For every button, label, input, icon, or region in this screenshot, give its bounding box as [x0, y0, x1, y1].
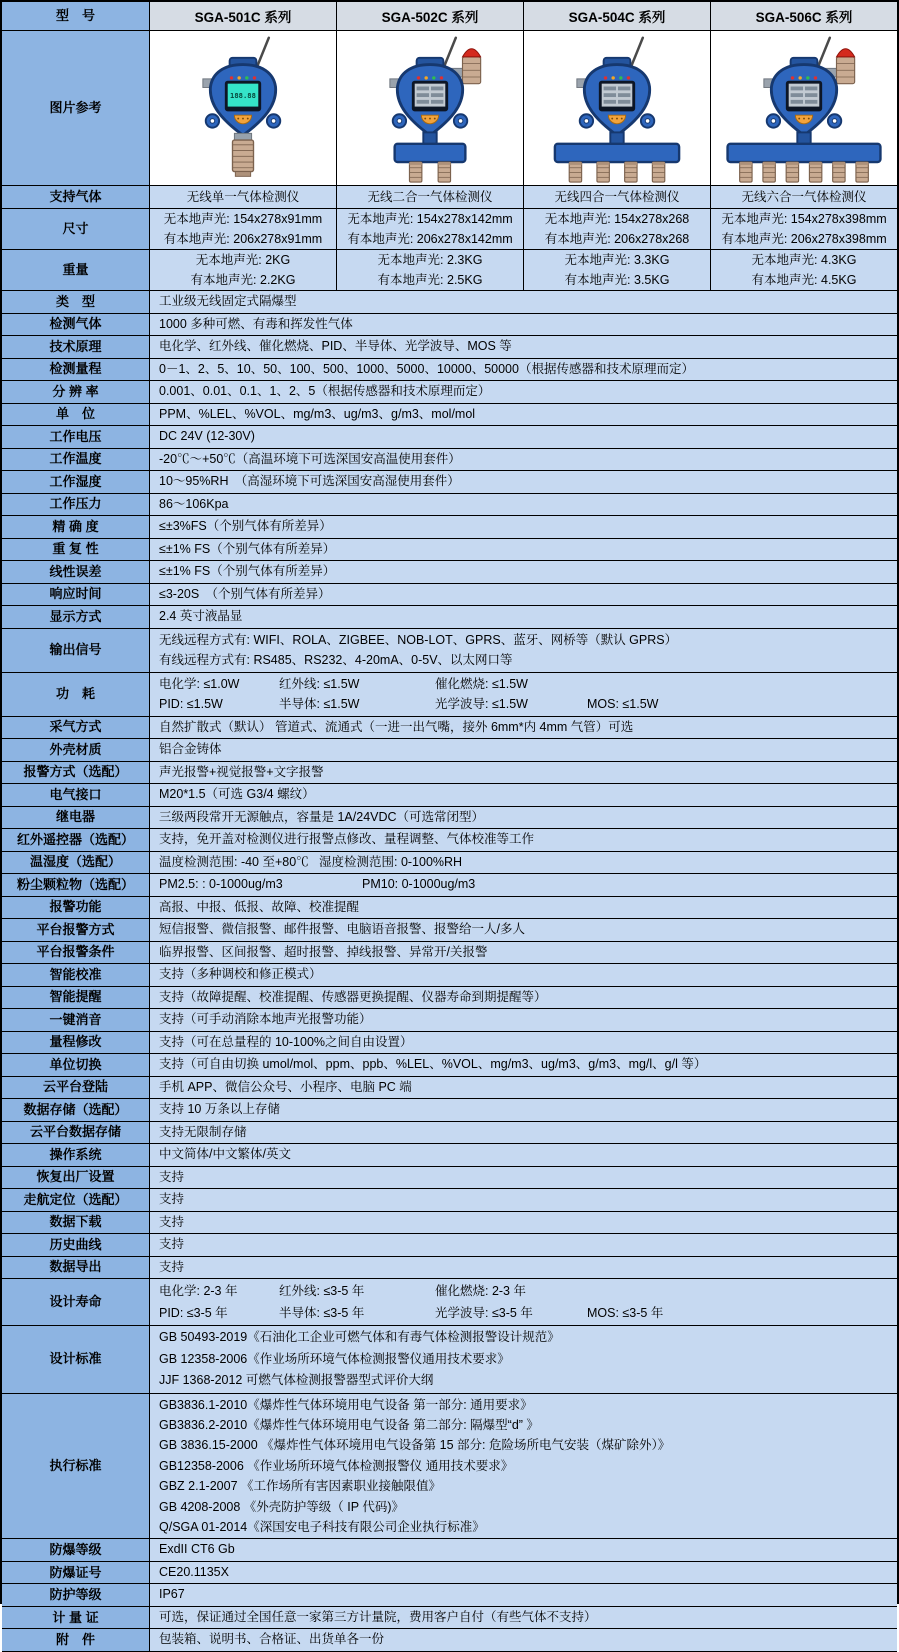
value-line: GB3836.2-2010《爆炸性气体环境用电气设备 第二部分: 隔爆型“d” 》: [159, 1417, 539, 1432]
value-segment: PM2.5: : 0-1000ug/m3: [159, 877, 283, 891]
device-image-cell-sga-506c: [710, 31, 897, 185]
value-line: ≤3-20S （个别气体有所差异）: [159, 586, 331, 601]
value-line: 短信报警、微信报警、邮件报警、电脑语音报警、报警给一人/多人: [159, 922, 525, 936]
value-line: 支持（多种调校和修正模式）: [159, 967, 322, 981]
spec-row-history-curve: [2, 1234, 897, 1257]
spec-row-factory-reset: [2, 1167, 897, 1190]
row-label-one-key-mute: 一键消音: [2, 1009, 150, 1031]
value-line: GB 4208-2008 《外壳防护等级（ IP 代码)》: [159, 1499, 404, 1514]
spec-row-voltage: [2, 426, 897, 449]
value-line: 铝合金铸体: [159, 742, 222, 756]
device-illustration-sga-504c: [527, 33, 707, 184]
row-value-data-export: [150, 1257, 897, 1279]
value-line: ≤±1% FS（个别气体有所差异）: [159, 564, 336, 578]
value-segment: 红外线: ≤3-5 年: [279, 1284, 365, 1298]
value-line: [159, 1302, 897, 1324]
cell-line: 无线六合一气体检测仪: [741, 190, 867, 204]
spec-row-smart-remind: [2, 987, 897, 1010]
cell-line: 无本地声光: 154x278x268: [544, 212, 690, 226]
cell-line: 有本地声光: 3.5KG: [564, 273, 670, 287]
device-image-cell-sga-504c: [523, 31, 710, 185]
row-label-cloud-storage: 云平台数据存储: [2, 1122, 150, 1144]
row-label-resolution: 分 辨 率: [2, 381, 150, 403]
row-value-output-signal: [150, 629, 897, 672]
value-line: 支持（可自由切换 umol/mol、ppm、ppb、%LEL、%VOL、mg/m3、ug/m3、g/m3、mg/l、g/l 等）: [159, 1057, 707, 1071]
row-label-alarm-mode: 报警方式（选配）: [2, 762, 150, 784]
row-value-sampling: [150, 717, 897, 739]
value-segment: 催化燃烧: ≤1.5W: [435, 676, 528, 691]
spec-row-range-modify: [2, 1032, 897, 1055]
row-label-nav-location: 走航定位（选配）: [2, 1189, 150, 1211]
row-value-exproof-grade: [150, 1539, 897, 1561]
row-value-data-storage: [150, 1099, 897, 1121]
value-segment: PID: ≤1.5W: [159, 697, 223, 711]
row-label-weight: 重量: [2, 250, 150, 290]
row-value-cloud-storage: [150, 1122, 897, 1144]
row-label-smart-cal: 智能校准: [2, 964, 150, 986]
spec-row-sampling: [2, 717, 897, 740]
row-label-sampling: 采气方式: [2, 717, 150, 739]
spec-row-detect-gas: [2, 314, 897, 337]
value-line: ExdII CT6 Gb: [159, 1542, 235, 1557]
row-value-dust: [150, 874, 897, 896]
spec-row-design-standard: [2, 1326, 897, 1394]
spec-row-resolution: [2, 381, 897, 404]
row-label-accuracy: 精 确 度: [2, 516, 150, 538]
value-segment: PM10: 0-1000ug/m3: [362, 877, 476, 891]
cell-line: 有本地声光: 2.2KG: [190, 273, 296, 287]
row-value-data-download: [150, 1212, 897, 1234]
spec-row-metering-cert: [2, 1607, 897, 1630]
row-value-alarm-mode: [150, 762, 897, 784]
value-line: 三级两段常开无源触点，容量是 1A/24VDC（可选常闭型）: [159, 809, 485, 824]
spec-row-nav-location: [2, 1189, 897, 1212]
value-line: 有线远程方式有: RS485、RS232、4-20mA、0-5V、以太网口等: [159, 653, 513, 667]
row-label-pressure: 工作压力: [2, 494, 150, 516]
compare-cell-weight-3: [710, 250, 897, 290]
value-line: 声光报警+视觉报警+文字报警: [159, 764, 324, 779]
spec-row-lifespan: [2, 1279, 897, 1326]
spec-row-relay: [2, 807, 897, 830]
row-label-type: 类 型: [2, 291, 150, 313]
row-label-metering-cert: 计 量 证: [2, 1607, 150, 1629]
spec-row-electric-interface: [2, 784, 897, 807]
row-value-resolution: [150, 381, 897, 403]
spec-row-smart-cal: [2, 964, 897, 987]
compare-cell-supported-gas-1: [336, 186, 523, 208]
row-value-factory-reset: [150, 1167, 897, 1189]
value-line: 2.4 英寸液晶显: [159, 609, 243, 623]
device-illustration-sga-501c: [153, 33, 333, 184]
value-segment: 温度检测范围: -40 至+80℃: [159, 854, 309, 869]
cell-line: 无线二合一气体检测仪: [367, 190, 493, 204]
value-line: 支持无限制存储: [159, 1124, 247, 1139]
row-label-images: 图片参考: [2, 31, 150, 185]
compare-row-dimensions: [2, 209, 897, 250]
row-label-electric-interface: 电气接口: [2, 784, 150, 806]
row-label-accessories: 附 件: [2, 1629, 150, 1651]
row-value-housing: [150, 739, 897, 761]
spec-row-work-temp: [2, 449, 897, 472]
value-line: [159, 1280, 897, 1302]
spec-row-accuracy: [2, 516, 897, 539]
spec-row-principle: [2, 336, 897, 359]
cell-line: 无本地声光: 154x278x142mm: [347, 212, 513, 226]
row-value-temp-humidity: [150, 852, 897, 874]
value-line: 支持: [159, 1169, 185, 1184]
spec-row-data-download: [2, 1212, 897, 1235]
compare-row-supported-gas: [2, 186, 897, 209]
row-label-platform-alarm-mode: 平台报警方式: [2, 919, 150, 941]
spec-row-cloud-login: [2, 1077, 897, 1100]
row-label-supported-gas: 支持气体: [2, 186, 150, 208]
value-line: [159, 875, 897, 895]
spec-row-exproof-grade: [2, 1539, 897, 1562]
row-label-dimensions: 尺寸: [2, 209, 150, 249]
spec-row-alarm-mode: [2, 762, 897, 785]
value-segment: MOS: ≤3-5 年: [587, 1306, 664, 1320]
row-value-history-curve: [150, 1234, 897, 1256]
value-line: 电化学、红外线、催化燃烧、PID、半导体、光学波导、MOS 等: [159, 339, 512, 353]
spec-row-range: [2, 359, 897, 382]
value-segment: 半导体: ≤3-5 年: [279, 1306, 365, 1320]
row-value-alarm-func: [150, 897, 897, 919]
row-value-display: [150, 606, 897, 628]
row-value-linearity: [150, 561, 897, 583]
row-label-display: 显示方式: [2, 606, 150, 628]
svg-text:188.88: 188.88: [230, 90, 256, 100]
value-line: 支持 10 万条以上存储: [159, 1102, 280, 1116]
value-line: 0－1、2、5、10、50、100、500、1000、5000、10000、50000（根据传感器和技术原理而定）: [159, 361, 694, 376]
spec-row-unit-switch: [2, 1054, 897, 1077]
value-line: JJF 1368-2012 可燃气体检测报警器型式评价大纲: [159, 1373, 434, 1387]
row-value-electric-interface: [150, 784, 897, 806]
spec-row-power: [2, 673, 897, 717]
row-value-metering-cert: [150, 1607, 897, 1629]
spec-row-os: [2, 1144, 897, 1167]
value-segment: 光学波导: ≤3-5 年: [435, 1306, 533, 1320]
spec-row-one-key-mute: [2, 1009, 897, 1032]
value-line: CE20.1135X: [159, 1564, 229, 1579]
spec-row-response: [2, 584, 897, 607]
row-label-alarm-func: 报警功能: [2, 897, 150, 919]
cell-line: 有本地声光: 206x278x91mm: [163, 232, 323, 246]
row-value-voltage: [150, 426, 897, 448]
value-line: 自然扩散式（默认） 管道式、流通式（一进一出气嘴，接外 6mm*内 4mm 气管）可选: [159, 719, 634, 734]
row-value-response: [150, 584, 897, 606]
row-label-power: 功 耗: [2, 673, 150, 716]
row-label-repeatability: 重 复 性: [2, 539, 150, 561]
spec-row-data-storage: [2, 1099, 897, 1122]
value-line: GB 50493-2019《石油化工企业可燃气体和有毒气体检测报警设计规范》: [159, 1330, 560, 1344]
header-label-model: 型 号: [2, 2, 150, 30]
row-label-exec-standard: 执行标准: [2, 1394, 150, 1539]
value-line: ≤±3%FS（个别气体有所差异）: [159, 519, 332, 533]
value-line: GB 3836.15-2000 《爆炸性气体环境用电气设备第 15 部分: 危险场所电气安装（煤矿除外）》: [159, 1438, 671, 1453]
value-line: GB12358-2006 《作业场所环境气体检测报警仪 通用技术要求》: [159, 1458, 514, 1473]
compare-cell-dimensions-3: [710, 209, 897, 249]
value-line: DC 24V (12-30V): [159, 429, 255, 443]
row-value-protection-grade: [150, 1584, 897, 1606]
row-value-nav-location: [150, 1189, 897, 1211]
spec-row-housing: [2, 739, 897, 762]
value-line: 可选，保证通过全国任意一家第三方计量院，费用客户自付（有些气体不支持）: [159, 1609, 597, 1624]
row-value-accuracy: [150, 516, 897, 538]
value-line: IP67: [159, 1587, 185, 1602]
value-line: 支持: [159, 1237, 185, 1251]
row-label-principle: 技术原理: [2, 336, 150, 358]
value-line: GBZ 2.1-2007 《工作场所有害因素职业接触限值》: [159, 1479, 441, 1494]
row-value-one-key-mute: [150, 1009, 897, 1031]
value-line: 支持: [159, 1214, 185, 1229]
value-line: GB 12358-2006《作业场所环境气体检测报警仪通用技术要求》: [159, 1351, 510, 1366]
row-value-unit: [150, 404, 897, 426]
spec-row-linearity: [2, 561, 897, 584]
row-value-power: [150, 673, 897, 716]
row-label-os: 操作系统: [2, 1144, 150, 1166]
row-label-housing: 外壳材质: [2, 739, 150, 761]
value-line: 高报、中报、低报、故障、校准提醒: [159, 899, 360, 914]
row-value-platform-alarm-mode: [150, 919, 897, 941]
value-segment: 红外线: ≤1.5W: [279, 676, 360, 691]
value-segment: 催化燃烧: 2-3 年: [435, 1284, 526, 1298]
spec-row-data-export: [2, 1257, 897, 1280]
compare-row-weight: [2, 250, 897, 291]
row-value-exec-standard: [150, 1394, 897, 1539]
cell-line: 有本地声光: 206x278x268: [544, 232, 690, 246]
value-segment: 电化学: ≤1.0W: [159, 676, 240, 691]
model-header-sga-501c: SGA-501C 系列: [150, 2, 336, 30]
row-label-range: 检测量程: [2, 359, 150, 381]
device-image-cell-sga-502c: [336, 31, 523, 185]
cell-line: 无本地声光: 154x278x398mm: [721, 212, 887, 226]
row-value-unit-switch: [150, 1054, 897, 1076]
row-label-response: 响应时间: [2, 584, 150, 606]
value-line: 临界报警、区间报警、超时报警、掉线报警、异常开/关报警: [159, 944, 488, 959]
row-value-cloud-login: [150, 1077, 897, 1099]
cell-line: 无本地声光: 4.3KG: [751, 253, 857, 267]
model-header-sga-502c: SGA-502C 系列: [336, 2, 523, 30]
spec-row-pressure: [2, 494, 897, 517]
row-label-design-standard: 设计标准: [2, 1326, 150, 1393]
model-header-sga-506c: SGA-506C 系列: [710, 2, 897, 30]
row-label-detect-gas: 检测气体: [2, 314, 150, 336]
row-value-principle: [150, 336, 897, 358]
row-value-ir-remote: [150, 829, 897, 851]
cell-line: 无本地声光: 2KG: [195, 253, 291, 267]
cell-line: 无本地声光: 154x278x91mm: [163, 212, 323, 226]
compare-cell-dimensions-0: [150, 209, 336, 249]
value-line: -20℃～+50℃（高温环境下可选深国安高温使用套件）: [159, 451, 461, 466]
device-illustration-sga-506c: [714, 33, 894, 184]
row-value-detect-gas: [150, 314, 897, 336]
row-label-work-humidity: 工作湿度: [2, 471, 150, 493]
row-value-pressure: [150, 494, 897, 516]
row-value-range: [150, 359, 897, 381]
value-line: 支持，免开盖对检测仪进行报警点修改、量程调整、气体校准等工作: [159, 832, 535, 846]
row-value-platform-alarm-cond: [150, 942, 897, 964]
compare-cell-weight-2: [523, 250, 710, 290]
spec-row-repeatability: [2, 539, 897, 562]
spec-row-display: [2, 606, 897, 629]
spec-row-ir-remote: [2, 829, 897, 852]
spec-row-temp-humidity: [2, 852, 897, 875]
row-label-linearity: 线性误差: [2, 561, 150, 583]
cell-line: 有本地声光: 4.5KG: [751, 273, 857, 287]
cell-line: 无本地声光: 3.3KG: [564, 253, 670, 267]
row-label-ir-remote: 红外遥控器（选配）: [2, 829, 150, 851]
value-line: 1000 多种可燃、有毒和挥发性气体: [159, 316, 353, 331]
value-segment: 电化学: 2-3 年: [159, 1284, 238, 1298]
row-label-work-temp: 工作温度: [2, 449, 150, 471]
spec-row-exec-standard: [2, 1394, 897, 1540]
spec-row-cloud-storage: [2, 1122, 897, 1145]
value-line: 工业级无线固定式隔爆型: [159, 294, 297, 308]
row-value-range-modify: [150, 1032, 897, 1054]
row-label-data-download: 数据下载: [2, 1212, 150, 1234]
compare-cell-weight-0: [150, 250, 336, 290]
row-label-history-curve: 历史曲线: [2, 1234, 150, 1256]
device-illustration-sga-502c: [340, 33, 520, 184]
spec-row-protection-grade: [2, 1584, 897, 1607]
value-line: GB3836.1-2010《爆炸性气体环境用电气设备 第一部分: 通用要求》: [159, 1397, 533, 1412]
compare-cell-dimensions-2: [523, 209, 710, 249]
row-label-data-export: 数据导出: [2, 1257, 150, 1279]
row-value-os: [150, 1144, 897, 1166]
row-value-work-humidity: [150, 471, 897, 493]
value-line: 10～95%RH （高湿环境下可选深国安高湿使用套件）: [159, 474, 460, 488]
value-line: 支持（可在总量程的 10-100%之间自由设置）: [159, 1034, 413, 1049]
row-value-exproof-cert: [150, 1562, 897, 1584]
compare-cell-weight-1: [336, 250, 523, 290]
row-label-relay: 继电器: [2, 807, 150, 829]
row-value-accessories: [150, 1629, 897, 1651]
row-label-protection-grade: 防护等级: [2, 1584, 150, 1606]
value-line: 0.001、0.01、0.1、1、2、5（根据传感器和技术原理而定）: [159, 384, 491, 398]
row-value-work-temp: [150, 449, 897, 471]
value-segment: 湿度检测范围: 0-100%RH: [319, 854, 463, 869]
value-line: 无线远程方式有: WIFI、ROLA、ZIGBEE、NOB-LOT、GPRS、蓝牙、网桥等（默认 GPRS）: [159, 632, 678, 647]
value-line: ≤±1% FS（个别气体有所差异）: [159, 541, 336, 556]
cell-line: 有本地声光: 2.5KG: [377, 273, 483, 287]
row-label-dust: 粉尘颗粒物（选配）: [2, 874, 150, 896]
row-label-range-modify: 量程修改: [2, 1032, 150, 1054]
cell-line: 无线四合一气体检测仪: [554, 190, 680, 204]
value-line: 中文简体/中文繁体/英文: [159, 1147, 291, 1161]
cell-line: 有本地声光: 206x278x142mm: [347, 232, 513, 246]
value-line: [159, 853, 897, 873]
spec-row-platform-alarm-cond: [2, 942, 897, 965]
row-label-cloud-login: 云平台登陆: [2, 1077, 150, 1099]
cell-line: 无本地声光: 2.3KG: [377, 253, 483, 267]
cell-line: 无线单一气体检测仪: [186, 190, 300, 204]
value-line: 支持（可手动消除本地声光报警功能）: [159, 1012, 372, 1026]
row-label-voltage: 工作电压: [2, 426, 150, 448]
value-line: 支持: [159, 1192, 185, 1206]
compare-cell-supported-gas-2: [523, 186, 710, 208]
row-value-design-standard: [150, 1326, 897, 1393]
compare-cell-supported-gas-3: [710, 186, 897, 208]
value-line: 支持（故障提醒、校准提醒、传感器更换提醒、仪器寿命到期提醒等）: [159, 989, 547, 1004]
spec-row-type: [2, 291, 897, 314]
spec-row-work-humidity: [2, 471, 897, 494]
row-label-unit: 单 位: [2, 404, 150, 426]
row-label-lifespan: 设计寿命: [2, 1279, 150, 1325]
spec-row-platform-alarm-mode: [2, 919, 897, 942]
image-reference-row: [2, 31, 897, 186]
row-value-type: [150, 291, 897, 313]
row-value-lifespan: [150, 1279, 897, 1325]
compare-cell-supported-gas-0: [150, 186, 336, 208]
row-value-relay: [150, 807, 897, 829]
value-line: PPM、%LEL、%VOL、mg/m3、ug/m3、g/m3、mol/mol: [159, 406, 476, 421]
value-segment: MOS: ≤1.5W: [587, 697, 659, 711]
value-line: Q/SGA 01-2014《深国安电子科技有限公司企业执行标准》: [159, 1519, 485, 1534]
spec-row-output-signal: [2, 629, 897, 673]
compare-cell-dimensions-1: [336, 209, 523, 249]
device-image-cell-sga-501c: [150, 31, 336, 185]
row-value-repeatability: [150, 539, 897, 561]
row-label-data-storage: 数据存储（选配）: [2, 1099, 150, 1121]
row-label-exproof-cert: 防爆证号: [2, 1562, 150, 1584]
row-label-platform-alarm-cond: 平台报警条件: [2, 942, 150, 964]
value-line: 手机 APP、微信公众号、小程序、电脑 PC 端: [159, 1079, 412, 1094]
row-label-temp-humidity: 温湿度（选配）: [2, 852, 150, 874]
value-segment: 半导体: ≤1.5W: [279, 697, 360, 711]
value-line: 包装箱、说明书、合格证、出货单各一份: [159, 1632, 385, 1647]
spec-row-dust: [2, 874, 897, 897]
value-line: [159, 694, 897, 715]
value-line: [159, 674, 897, 695]
model-header-sga-504c: SGA-504C 系列: [523, 2, 710, 30]
row-label-exproof-grade: 防爆等级: [2, 1539, 150, 1561]
value-segment: 光学波导: ≤1.5W: [435, 697, 528, 711]
spec-row-unit: [2, 404, 897, 427]
value-segment: PID: ≤3-5 年: [159, 1306, 228, 1320]
row-label-output-signal: 输出信号: [2, 629, 150, 672]
value-line: M20*1.5（可选 G3/4 螺纹）: [159, 787, 315, 801]
row-value-smart-cal: [150, 964, 897, 986]
cell-line: 有本地声光: 206x278x398mm: [721, 232, 887, 246]
spec-row-exproof-cert: [2, 1562, 897, 1585]
value-line: 86～106Kpa: [159, 496, 229, 511]
spec-row-accessories: [2, 1629, 897, 1652]
value-line: 支持: [159, 1259, 185, 1274]
row-label-factory-reset: 恢复出厂设置: [2, 1167, 150, 1189]
row-label-unit-switch: 单位切换: [2, 1054, 150, 1076]
row-label-smart-remind: 智能提醒: [2, 987, 150, 1009]
header-row: [2, 2, 897, 31]
spec-row-alarm-func: [2, 897, 897, 920]
row-value-smart-remind: [150, 987, 897, 1009]
